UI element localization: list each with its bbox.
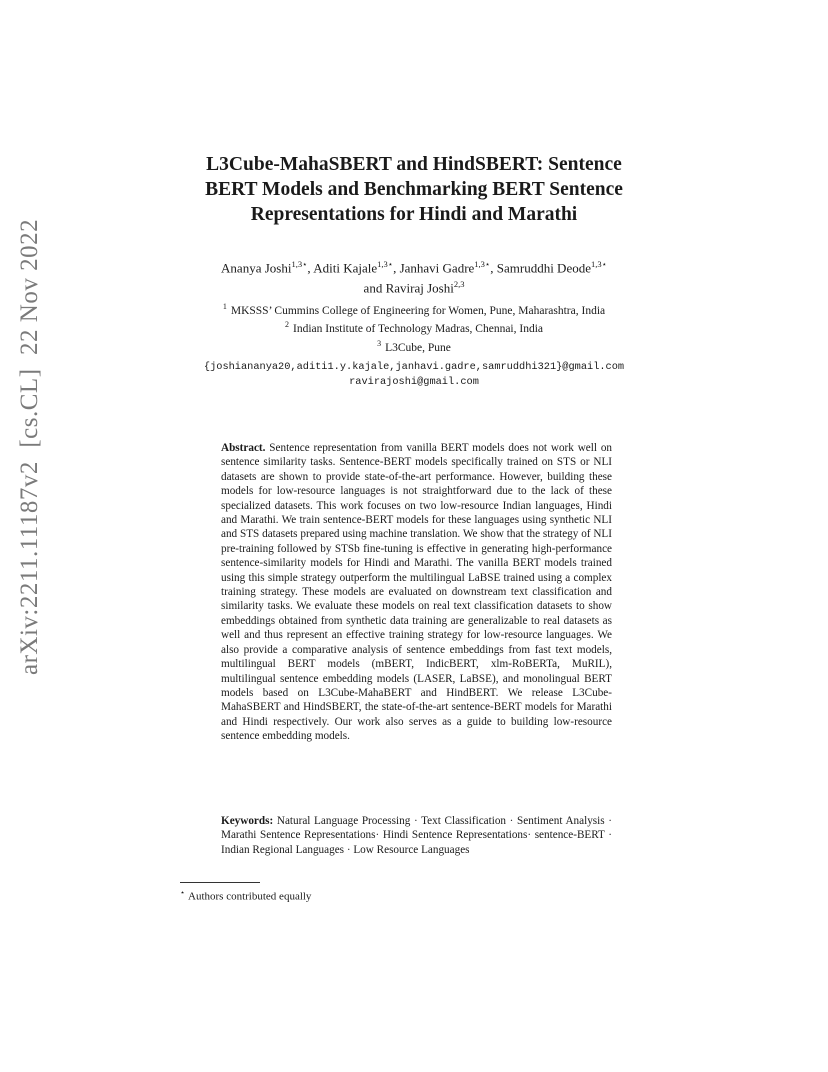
paper-title	[150, 152, 678, 227]
arxiv-identifier-stamp	[16, 218, 58, 675]
affiliation-text: MKSSS’ Cummins College of Engineering for Women, Pune, Maharashtra, India	[230, 304, 606, 317]
author-separator: ,	[393, 260, 400, 276]
arxiv-date: 22 Nov 2022	[16, 218, 43, 355]
author-affiliation-marks: 1,3⋆	[377, 259, 394, 269]
email-address[interactable]: ravirajoshi@gmail.com	[349, 375, 479, 388]
author-line	[150, 256, 678, 276]
title-line: L3Cube-MahaSBERT and HindSBERT: Sentence	[206, 154, 622, 175]
keywords-heading: Keywords:	[221, 815, 274, 827]
author-list	[150, 256, 678, 297]
arxiv-category: [cs.CL]	[16, 368, 43, 448]
email-list	[150, 360, 678, 389]
arxiv-id: arXiv:2211.11187v2	[16, 461, 43, 675]
footnote	[180, 886, 311, 904]
keywords	[221, 814, 612, 857]
author-name: Janhavi Gadre	[399, 260, 475, 276]
email-address[interactable]: {joshiananya20,aditi1.y.kajale,janhavi.gadre,samruddhi321}@gmail.com	[203, 361, 625, 373]
footnote-text: Authors contributed equally	[188, 890, 312, 903]
footnote-mark: ⋆	[180, 888, 186, 897]
affiliation-text: Indian Institute of Technology Madras, Chennai, India	[292, 323, 543, 336]
affiliation	[150, 300, 678, 318]
affiliation-mark: 1	[222, 302, 227, 311]
author-line	[150, 276, 678, 296]
author-affiliation-marks: 1,3⋆	[291, 259, 308, 269]
abstract-text: Sentence representation from vanilla BERT models does not work well on sentence similarity tasks. Sentence-BERT models specifically trained on STS or NLI datasets are shown to provide state-of-the-art performance. However, building these models for low-resource languages is not straightforward due to the lack of these specialized datasets. This work focuses on two low-resource Indian languages, Hindi and Marathi. We train sentence-BERT models for these languages using synthetic NLI and STS datasets prepared using machine translation. We show that the strategy of NLI pre-training followed by STSb fine-tuning is effective in generating high-performance sentence-similarity models for Hindi and Marathi. The vanilla BERT models trained using this simple strategy outperform the multilingual LaBSE trained using a complex training strategy. These models are evaluated on downstream text classification and similarity tasks. We evaluate these models on real text classification datasets to show embeddings obtained from synthetic data training are generalizable to real datasets as well and thus represent an effective training strategy for low-resource languages. We also provide a comparative analysis of sentence embeddings from fast text models, multilingual BERT models (mBERT, IndicBERT, xlm-RoBERTa, MuRIL), multilingual sentence embedding models (LASER, LaBSE), and monolingual BERT models based on L3Cube-MahaBERT and HindBERT. We release L3Cube-MahaSBERT and HindSBERT, the state-of-the-art sentence-BERT models for Marathi and Hindi respectively. Our work also serves as a guide to building low-resource sentence embedding models.	[221, 442, 613, 743]
author-separator: ,	[307, 260, 314, 276]
author-name: Aditi Kajale	[313, 260, 378, 276]
footnote-divider	[180, 882, 260, 883]
keywords-text: Natural Language Processing · Text Classification · Sentiment Analysis · Marathi Sentence Representations· Hindi Sentence Representations· sentence-BERT · Indian Regional Languages · Low Resource Languages	[221, 815, 612, 856]
author-joiner: and	[363, 280, 386, 296]
author-name: Ananya Joshi	[221, 260, 292, 276]
affiliation	[150, 318, 678, 336]
affiliation-mark: 3	[377, 338, 382, 348]
author-name: Samruddhi Deode	[496, 260, 591, 276]
author-name: Raviraj Joshi	[385, 280, 454, 296]
affiliation-text: L3Cube, Pune	[385, 341, 451, 354]
affiliation-list	[150, 300, 678, 355]
author-separator: ,	[490, 260, 497, 276]
abstract-heading: Abstract.	[221, 442, 266, 454]
title-line: Representations for Hindi and Marathi	[250, 204, 578, 225]
author-affiliation-marks: 2,3	[453, 279, 465, 290]
affiliation-mark: 2	[284, 320, 289, 330]
author-affiliation-marks: 1,3⋆	[590, 259, 607, 269]
abstract	[221, 441, 612, 744]
affiliation	[150, 337, 678, 355]
title-line: BERT Models and Benchmarking BERT Sentence	[205, 179, 623, 200]
author-affiliation-marks: 1,3⋆	[474, 259, 491, 269]
